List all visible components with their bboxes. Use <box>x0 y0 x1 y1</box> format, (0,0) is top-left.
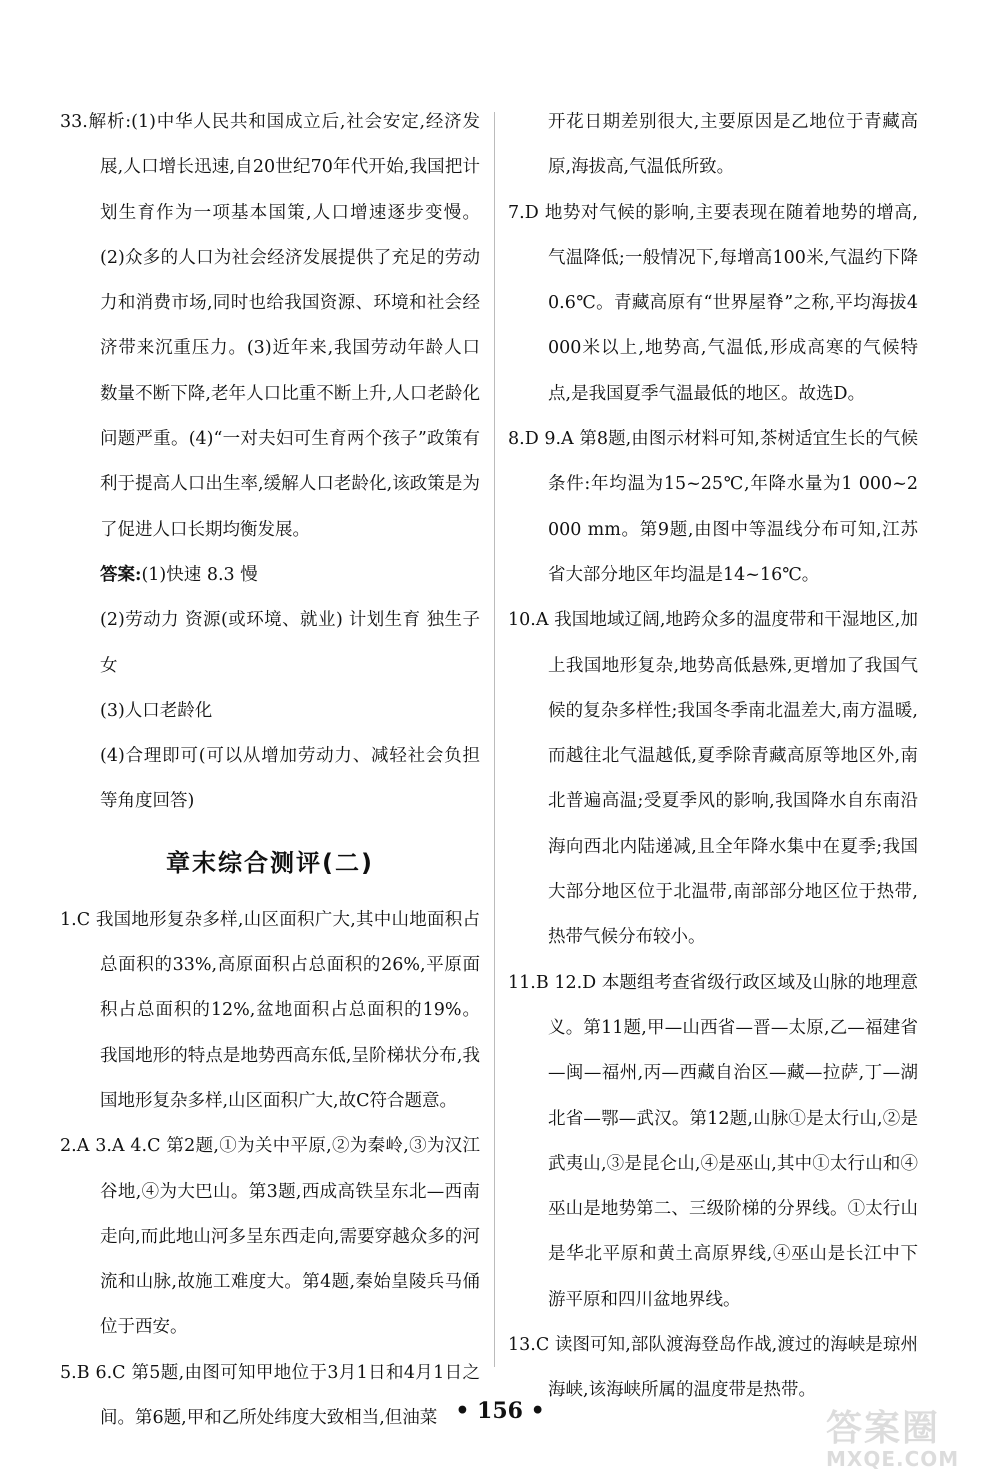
answer-item-1: 1.C 我国地形复杂多样,山区面积广大,其中山地面积占总面积的33%,高原面积占总面积的26%,平原面积占总面积的12%,盆地面积占总面积的19%。我国地形的特点是地势西高东低,呈阶梯状分布,我国地形复杂多样,山区面积广大,故C符合题意。 <box>60 909 480 1111</box>
answer-33-part-4: (4)合理即可(可以从增加劳动力、减轻社会负担等角度回答) <box>100 746 480 812</box>
answer-33-part-1: (1)快速 8.3 慢 <box>141 564 258 585</box>
answer-item-6-continued: 开花日期差别很大,主要原因是乙地位于青藏高原,海拔高,气温低所致。 <box>548 112 918 178</box>
answer-item-11-12: 11.B 12.D 本题组考查省级行政区域及山脉的地理意义。第11题,甲—山西省—晋—太原,乙—福建省—闽—福州,丙—西藏自治区—藏—拉萨,丁—湖北省—鄂—武汉。第12题,山脉①是太行山,②是武夷山,③是昆仑山,④是巫山,其中①太行山和④巫山是地势第二、三级阶梯的分界线。①太行山是华北平原和黄土高原界线,④巫山是长江中下游平原和四川盆地界线。 <box>508 972 918 1310</box>
answer-item-8-9: 8.D 9.A 第8题,由图示材料可知,茶树适宜生长的气候条件:年均温为15~25℃,年降水量为1 000~2 000 mm。第9题,由图中等温线分布可知,江苏省大部分地区年均温是14~16℃。 <box>508 429 918 585</box>
answer-33-part-2: (2)劳动力 资源(或环境、就业) 计划生育 独生子女 <box>100 610 480 676</box>
section-title: 章末综合测评(二) <box>166 848 374 877</box>
answer-item-10: 10.A 我国地域辽阔,地跨众多的温度带和干湿地区,加上我国地形复杂,地势高低悬殊,更增加了我国气候的复杂多样性;我国冬季南北温差大,南方温暖,而越往北气温越低,夏季除青藏高原等地区外,南北普遍高温;受夏季风的影响,我国降水自东南沿海向西北内陆递减,且全年降水集中在夏季;我国大部分地区位于北温带,南部部分地区位于热带,热带气候分布较小。 <box>508 610 918 948</box>
column-divider <box>494 112 495 1367</box>
answer-33-explanation: 33.解析:(1)中华人民共和国成立后,社会安定,经济发展,人口增长迅速,自20世纪70年代开始,我国把计划生育作为一项基本国策,人口增速逐步变慢。(2)众多的人口为社会经济发展提供了充足的劳动力和消费市场,同时也给我国资源、环境和社会经济带来沉重压力。(3)近年来,我国劳动年龄人口数量不断下降,老年人口比重不断上升,人口老龄化问题严重。(4)“一对夫妇可生育两个孩子”政策有利于提高人口出生率,缓解人口老龄化,该政策是为了促进人口长期均衡发展。 <box>60 112 480 540</box>
right-column <box>508 100 918 1414</box>
answer-33-line-1 <box>60 553 480 598</box>
site-watermark-logo <box>826 1400 986 1470</box>
answer-item-7: 7.D 地势对气候的影响,主要表现在随着地势的增高,气温降低;一般情况下,每增高100米,气温约下降0.6℃。青藏高原有“世界屋脊”之称,平均海拔4 000米以上,地势高,气温低,形成高寒的气候特点,是我国夏季气温最低的地区。故选D。 <box>508 202 918 404</box>
answer-item-5-6: 5.B 6.C 第5题,由图可知甲地位于3月1日和4月1日之间。第6题,甲和乙所处纬度大致相当,但油菜 <box>60 1362 480 1429</box>
watermark-text: 答案圈 <box>826 1408 941 1449</box>
answer-item-2-4: 2.A 3.A 4.C 第2题,①为关中平原,②为秦岭,③为汉江谷地,④为大巴山。第3题,西成高铁呈东北—西南走向,而此地山河多呈东西走向,需要穿越众多的河流和山脉,故施工难度大。第4题,秦始皇陵兵马俑位于西安。 <box>60 1136 480 1338</box>
page-number: • 156 • <box>455 1398 545 1424</box>
left-column <box>60 100 480 1441</box>
watermark-domain: MXQE.COM <box>826 1447 960 1471</box>
answer-item-13: 13.C 读图可知,部队渡海登岛作战,渡过的海峡是琼州海峡,该海峡所属的温度带是热带。 <box>508 1335 918 1401</box>
answer-33-part-3: (3)人口老龄化 <box>100 700 213 721</box>
answer-label: 答案: <box>100 564 142 585</box>
